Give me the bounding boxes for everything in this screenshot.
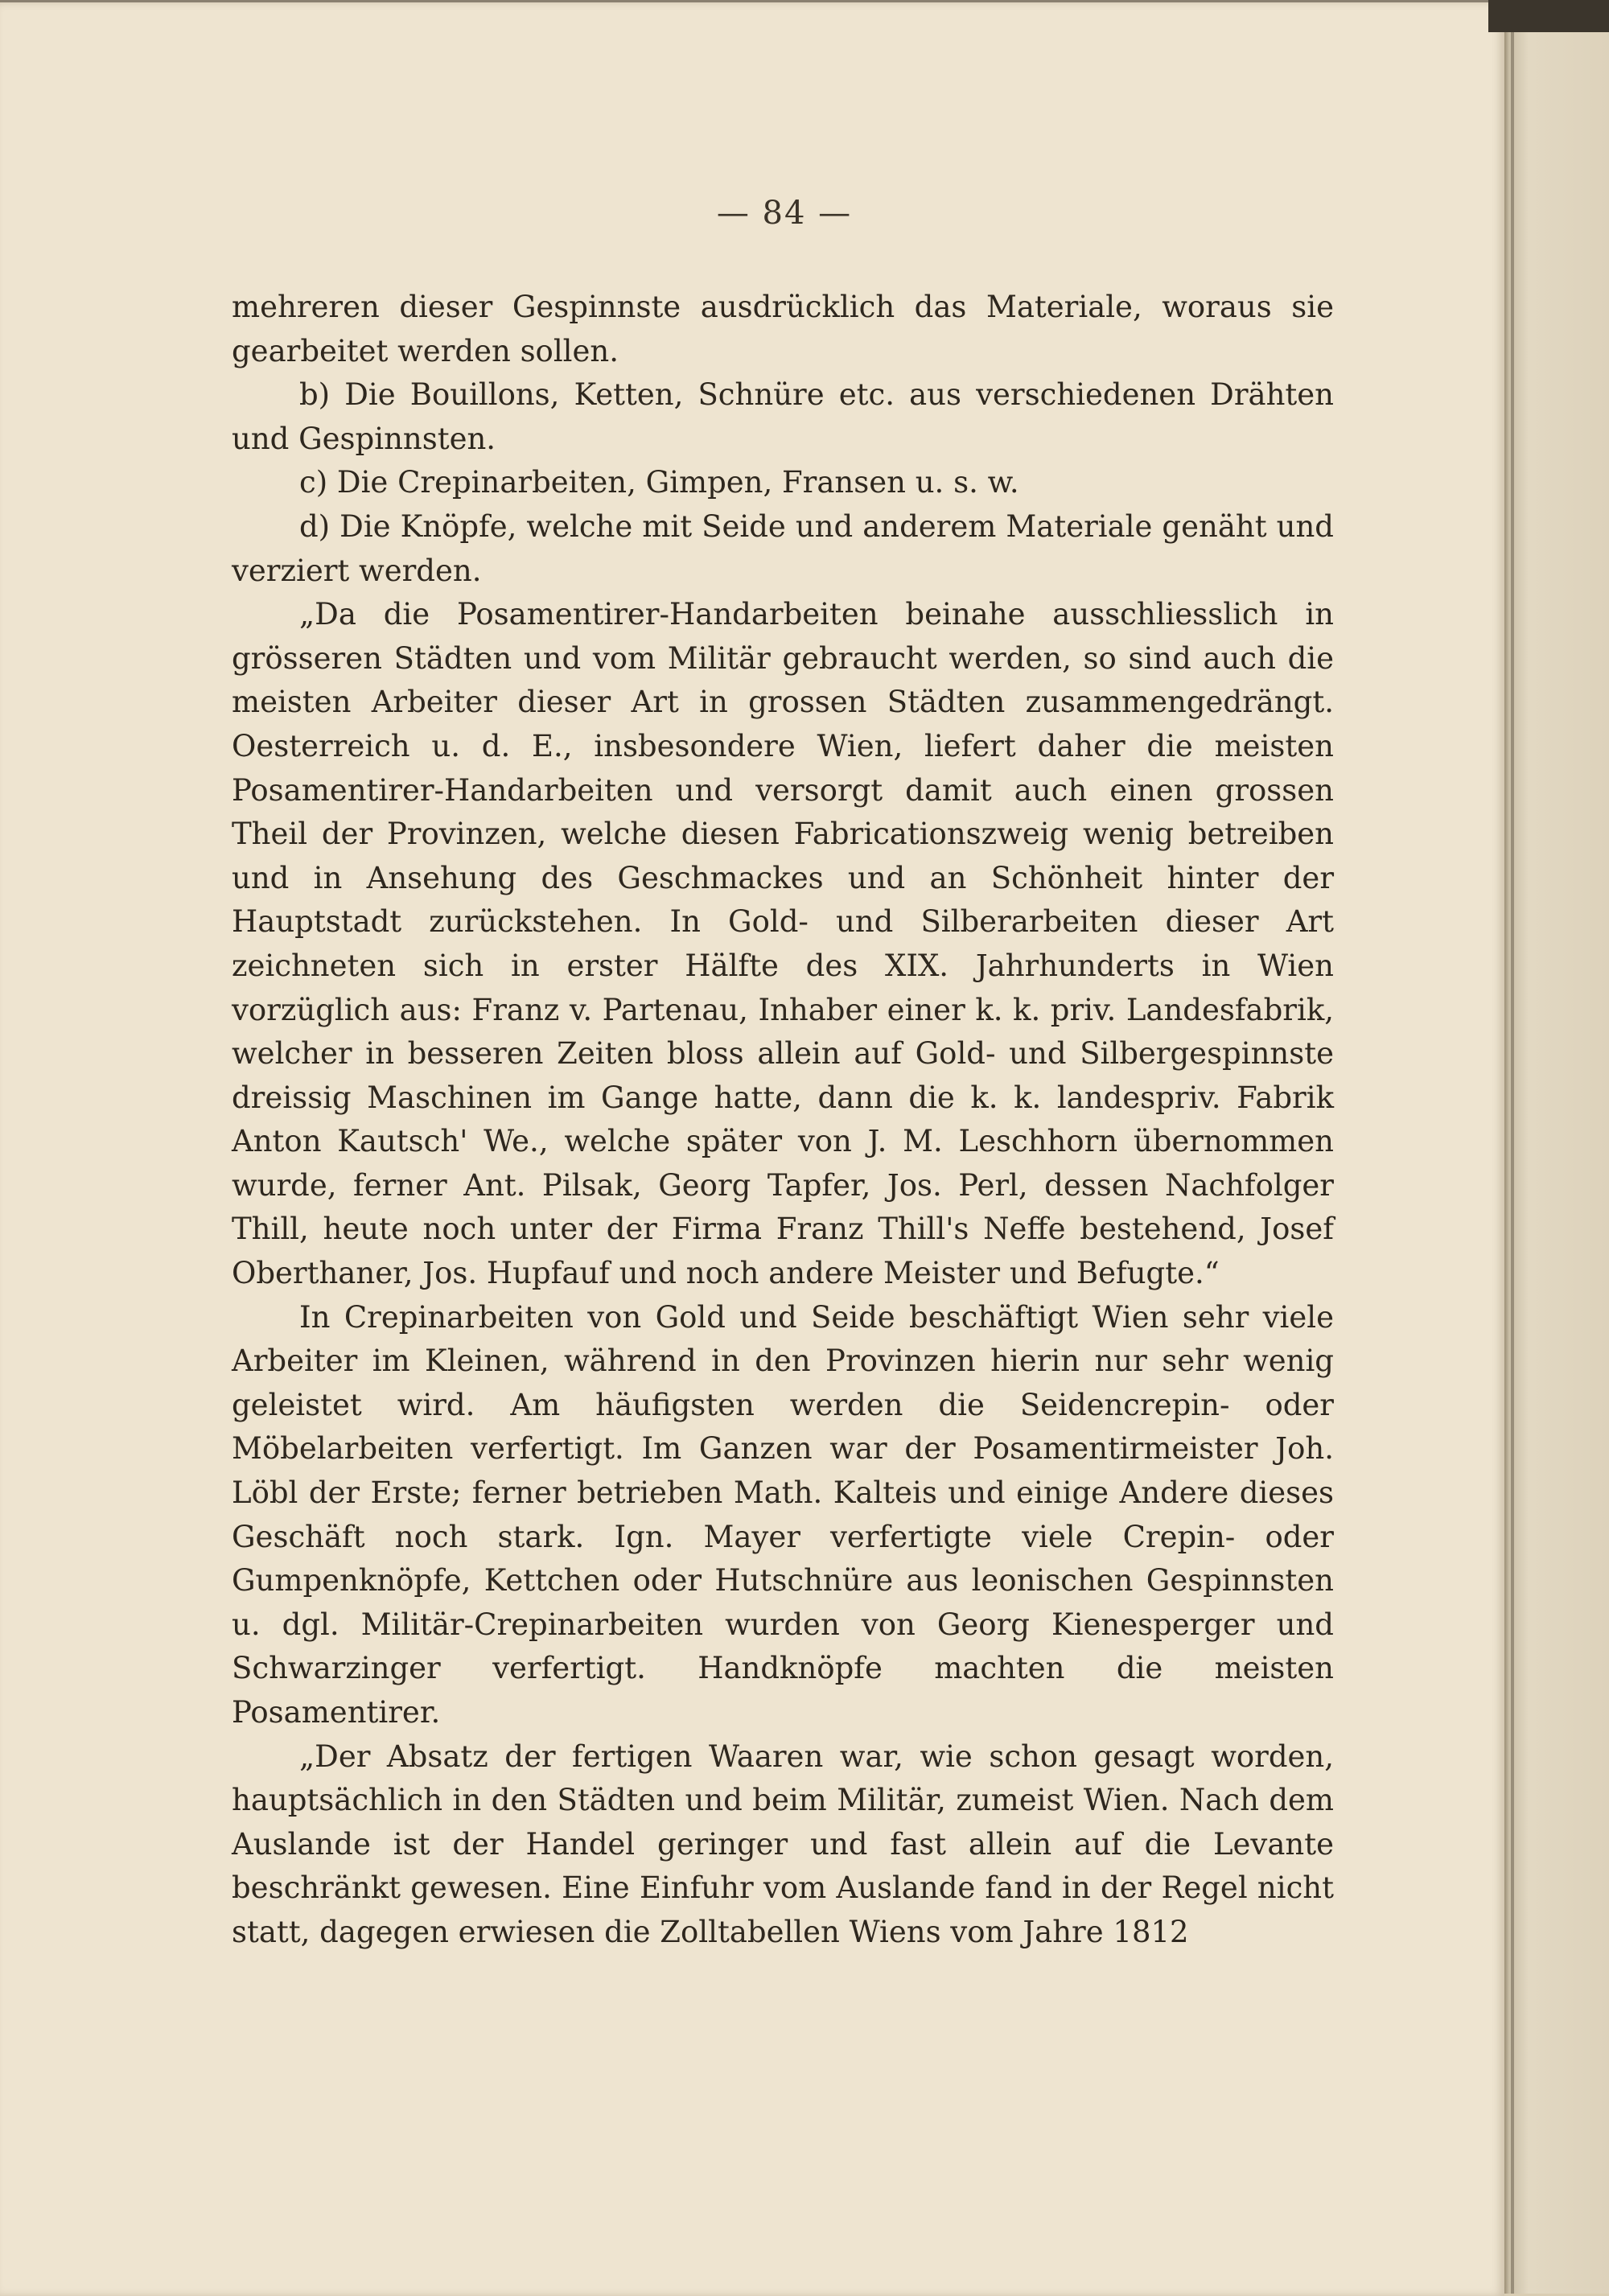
page-edge-line — [1511, 0, 1514, 2294]
paragraph: mehreren dieser Gespinnste ausdrücklich das Materiale, woraus sie gearbeitet werden sollen. — [232, 290, 1334, 368]
paragraph: d) Die Knöpfe, welche mit Seide und anderem Materiale genäht und verziert werden. — [232, 508, 1334, 588]
paragraph: „Der Absatz der fertigen Waaren war, wie schon gesagt worden, hauptsächlich in den Städten und beim Militär, zumeist Wien. Nach dem Auslande ist der Handel geringer und fast allein auf die Levante beschränkt gewesen. Eine Einfuhr vom Auslande fand in der Regel nicht statt, dagegen erwiesen die Zolltabellen Wiens vom Jahre 1812 — [232, 1738, 1334, 1949]
page-edge — [1504, 0, 1609, 2294]
paragraph: In Crepinarbeiten von Gold und Seide beschäftigt Wien sehr viele Arbeiter im Kleinen, während in den Provinzen hierin nur sehr wenig geleistet wird. Am häufigsten werden die Seidencrepin- oder Möbelarbeiten verfertigt. Im Ganzen war der Posamentirmeister Joh. Löbl der Erste; ferner betrieben Math. Kalteis und einige Andere dieses Geschäft noch stark. Ign. Mayer verfertigte viele Crepin- oder Gumpenknöpfe, Kettchen oder Hutschnüre aus leonischen Gespinnsten u. dgl. Militär-Crepinarbeiten wurden von Georg Kienesperger und Schwarzinger verfertigt. Handknöpfe machten die meisten Posamentirer. — [232, 1299, 1334, 1730]
page-number: — 84 — — [716, 195, 853, 232]
paragraph: c) Die Crepinarbeiten, Gimpen, Fransen u. s. w. — [299, 465, 1019, 500]
page-corner-shadow — [1488, 0, 1609, 32]
body-text — [232, 286, 1334, 1955]
paragraph: b) Die Bouillons, Ketten, Schnüre etc. aus verschiedenen Drähten und Gespinnsten. — [232, 377, 1334, 456]
paragraph: „Da die Posamentirer-Handarbeiten beinahe ausschliesslich in grösseren Städten und vom Militär gebraucht werden, so sind auch die meisten Arbeiter dieser Art in grossen Städten zusammengedrängt. Oesterreich u. d. E., insbesondere Wien, liefert daher die meisten Posamentirer-Handarbeiten und versorgt damit auch einen grossen Theil der Provinzen, welche diesen Fabricationszweig wenig betreiben und in Ansehung des Geschmackes und an Schönheit hinter der Hauptstadt zurückstehen. In Gold- und Silberarbeiten dieser Art zeichneten sich in erster Hälfte des XIX. Jahrhunderts in Wien vorzüglich aus: Franz v. Partenau, Inhaber einer k. k. priv. Landesfabrik, welcher in besseren Zeiten bloss allein auf Gold- und Silbergespinnste dreissig Maschinen im Gange hatte, dann die k. k. landespriv. Fabrik Anton Kautsch' We., welche später von J. M. Leschhorn übernommen wurde, ferner Ant. Pilsak, Georg Tapfer, Jos. Perl, dessen Nachfolger Thill, heute noch unter der Firma Franz Thill's Neffe bestehend, Josef Oberthaner, Jos. Hupfauf und noch andere Meister und Befugte.“ — [232, 597, 1334, 1291]
